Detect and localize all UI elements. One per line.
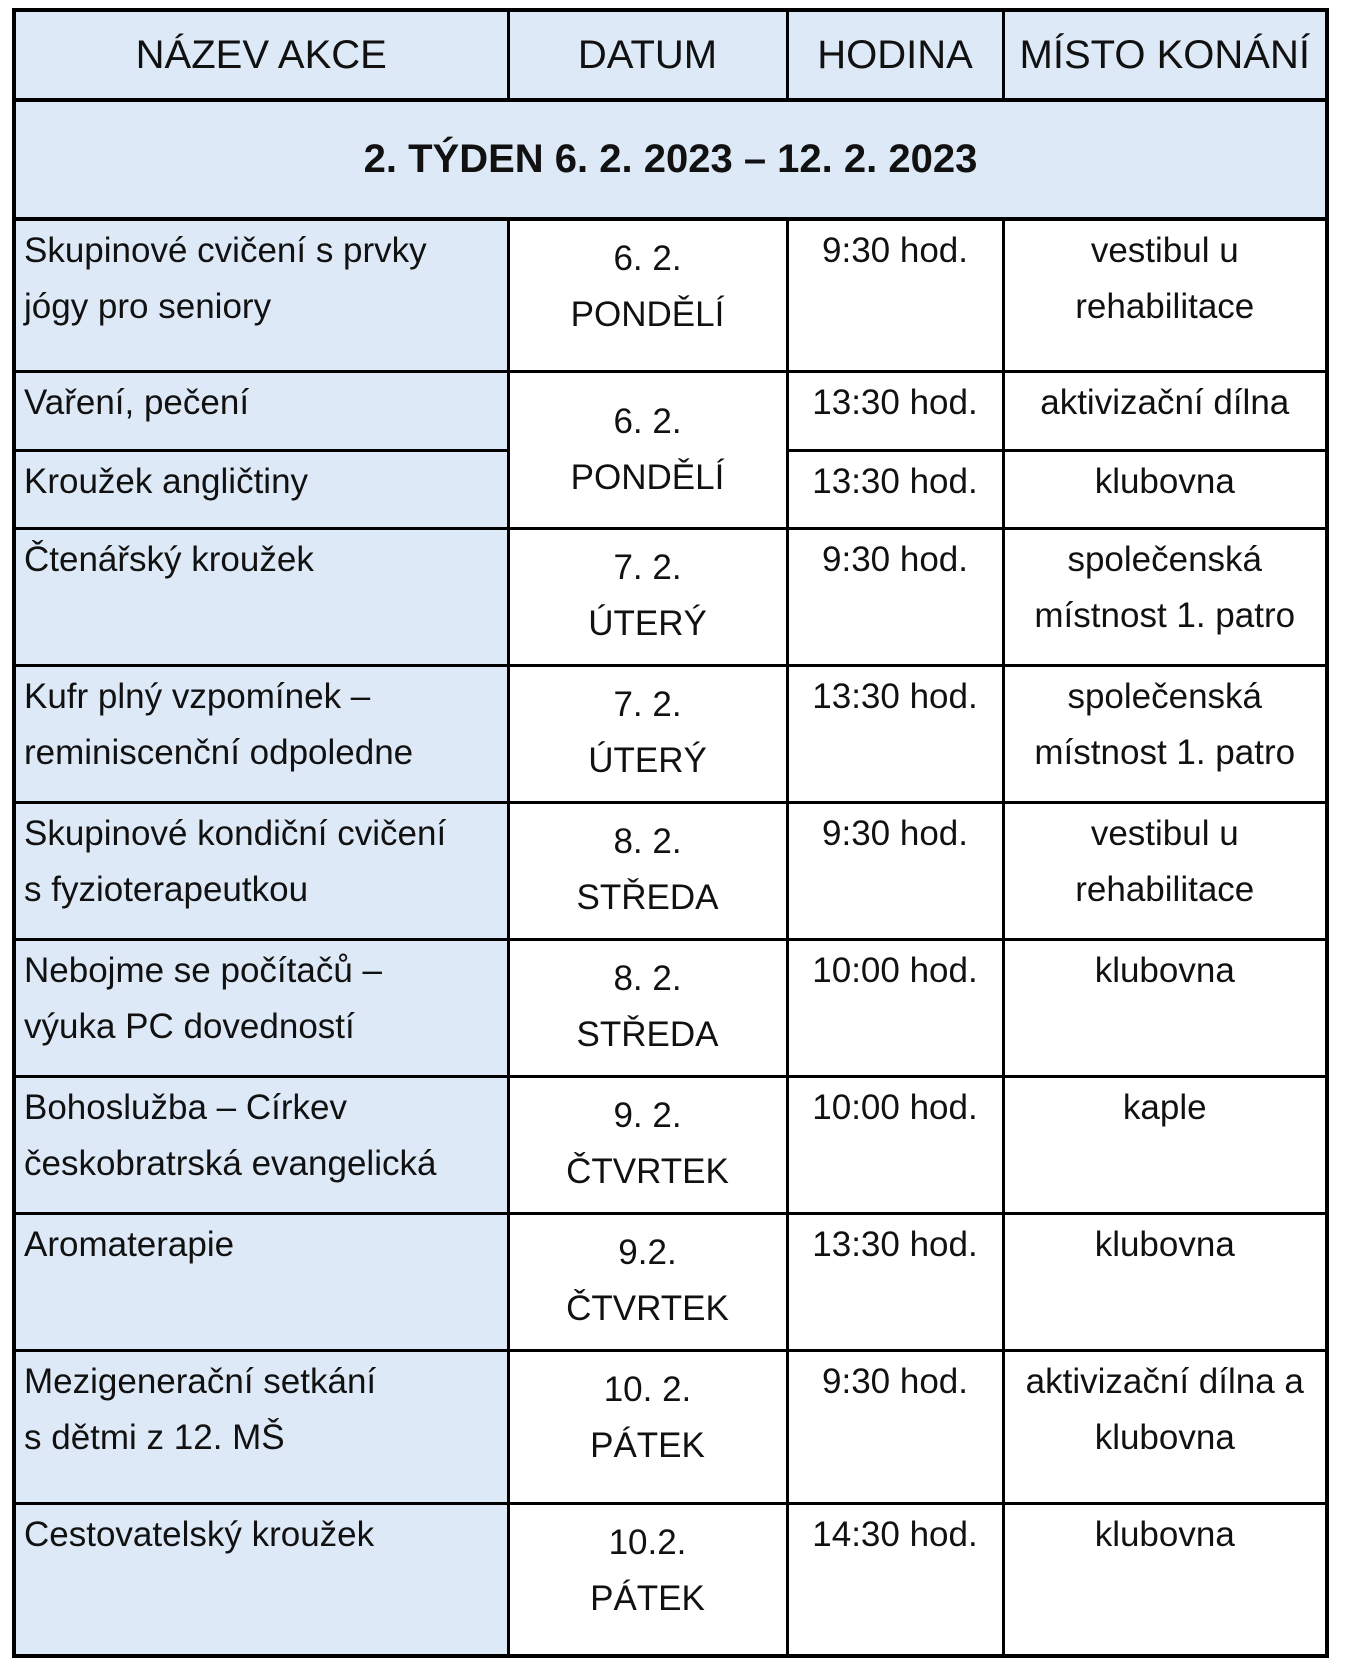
event-date: 7. 2. ÚTERÝ bbox=[508, 665, 787, 802]
table-row bbox=[14, 1076, 1327, 1213]
event-time: 9:30 hod. bbox=[787, 528, 1003, 665]
event-name: Nebojme se počítačů – výuka PC dovedností bbox=[14, 939, 508, 1076]
event-name: Čtenářský kroužek bbox=[14, 528, 508, 665]
event-place: aktivizační dílna bbox=[1003, 371, 1327, 450]
event-name: Cestovatelský kroužek bbox=[14, 1503, 508, 1656]
event-time: 14:30 hod. bbox=[787, 1503, 1003, 1656]
event-date: 7. 2. ÚTERÝ bbox=[508, 528, 787, 665]
event-place: vestibul u rehabilitace bbox=[1003, 802, 1327, 939]
table-row bbox=[14, 802, 1327, 939]
event-date: 10.2. PÁTEK bbox=[508, 1503, 787, 1656]
event-place: klubovna bbox=[1003, 450, 1327, 528]
table-row bbox=[14, 1350, 1327, 1503]
week-row bbox=[14, 100, 1327, 219]
table-row bbox=[14, 219, 1327, 371]
event-time: 9:30 hod. bbox=[787, 802, 1003, 939]
event-place: společenská místnost 1. patro bbox=[1003, 665, 1327, 802]
event-time: 13:30 hod. bbox=[787, 665, 1003, 802]
event-date: 9. 2. ČTVRTEK bbox=[508, 1076, 787, 1213]
table-row bbox=[14, 1503, 1327, 1656]
event-date: 10. 2. PÁTEK bbox=[508, 1350, 787, 1503]
event-date: 8. 2. STŘEDA bbox=[508, 802, 787, 939]
event-time: 9:30 hod. bbox=[787, 219, 1003, 371]
header-date: DATUM bbox=[508, 10, 787, 100]
event-name: Vaření, pečení bbox=[14, 371, 508, 450]
header-place: MÍSTO KONÁNÍ bbox=[1003, 10, 1327, 100]
event-time: 13:30 hod. bbox=[787, 450, 1003, 528]
event-date: 6. 2. PONDĚLÍ bbox=[508, 219, 787, 371]
event-time: 9:30 hod. bbox=[787, 1350, 1003, 1503]
table-row bbox=[14, 665, 1327, 802]
event-name: Bohoslužba – Církev českobratrská evangelická bbox=[14, 1076, 508, 1213]
event-date: 8. 2. STŘEDA bbox=[508, 939, 787, 1076]
header-event-name: NÁZEV AKCE bbox=[14, 10, 508, 100]
table-row bbox=[14, 371, 1327, 450]
event-name: Mezigenerační setkání s dětmi z 12. MŠ bbox=[14, 1350, 508, 1503]
event-place: kaple bbox=[1003, 1076, 1327, 1213]
event-name: Kufr plný vzpomínek – reminiscenční odpoledne bbox=[14, 665, 508, 802]
event-place: vestibul u rehabilitace bbox=[1003, 219, 1327, 371]
event-name: Skupinové cvičení s prvky jógy pro seniory bbox=[14, 219, 508, 371]
event-name: Kroužek angličtiny bbox=[14, 450, 508, 528]
event-time: 13:30 hod. bbox=[787, 1213, 1003, 1350]
event-time: 13:30 hod. bbox=[787, 371, 1003, 450]
header-row bbox=[14, 10, 1327, 100]
event-place: aktivizační dílna a klubovna bbox=[1003, 1350, 1327, 1503]
table-row bbox=[14, 528, 1327, 665]
event-date: 9.2. ČTVRTEK bbox=[508, 1213, 787, 1350]
event-name: Skupinové kondiční cvičení s fyzioterapeutkou bbox=[14, 802, 508, 939]
week-title: 2. TÝDEN 6. 2. 2023 – 12. 2. 2023 bbox=[14, 100, 1327, 219]
table-row bbox=[14, 1213, 1327, 1350]
schedule-table bbox=[12, 8, 1329, 1658]
event-time: 10:00 hod. bbox=[787, 939, 1003, 1076]
event-place: klubovna bbox=[1003, 1503, 1327, 1656]
event-place: společenská místnost 1. patro bbox=[1003, 528, 1327, 665]
event-date: 6. 2. PONDĚLÍ bbox=[508, 371, 787, 528]
event-time: 10:00 hod. bbox=[787, 1076, 1003, 1213]
header-time: HODINA bbox=[787, 10, 1003, 100]
table-row bbox=[14, 939, 1327, 1076]
event-name: Aromaterapie bbox=[14, 1213, 508, 1350]
event-place: klubovna bbox=[1003, 1213, 1327, 1350]
event-place: klubovna bbox=[1003, 939, 1327, 1076]
